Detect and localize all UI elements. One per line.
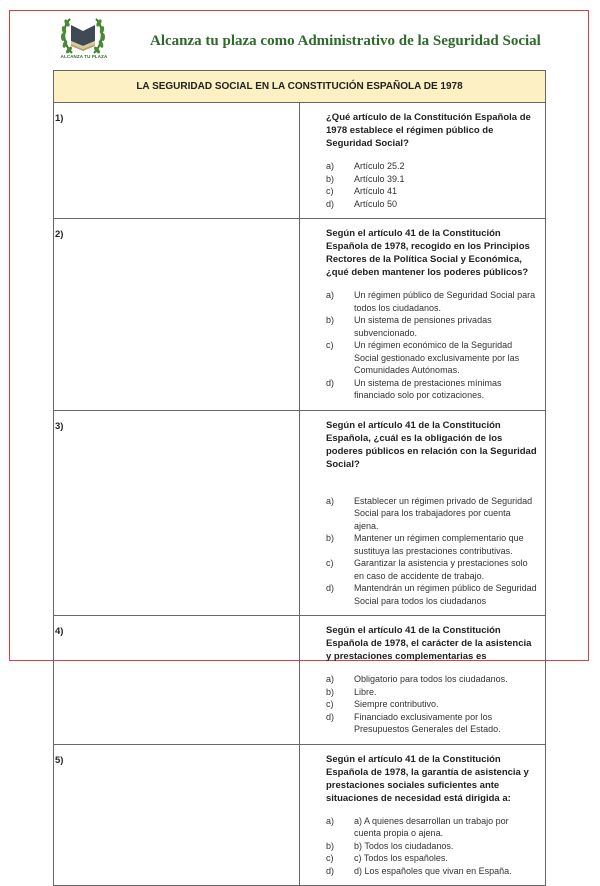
option-text: Artículo 25.2 — [354, 161, 405, 171]
option-list — [326, 673, 537, 736]
option-list — [326, 495, 537, 608]
option-label: d) — [326, 583, 335, 593]
option-c[interactable] — [326, 698, 537, 711]
option-a[interactable] — [326, 495, 537, 533]
option-text: b) Todos los ciudadanos. — [354, 840, 454, 851]
question-content — [300, 219, 546, 411]
option-d[interactable] — [326, 377, 537, 402]
question-number: 1) — [54, 103, 300, 219]
option-a[interactable] — [326, 289, 537, 314]
option-d[interactable] — [326, 865, 537, 878]
option-d[interactable] — [326, 198, 537, 211]
quiz-table — [53, 70, 546, 886]
table-heading: LA SEGURIDAD SOCIAL EN LA CONSTITUCIÓN ESPAÑOLA DE 1978 — [54, 71, 546, 103]
option-label: a) — [326, 161, 335, 171]
question-number: 2) — [54, 219, 300, 411]
option-list — [326, 815, 537, 878]
option-label: c) — [326, 558, 334, 568]
option-label: c) — [326, 699, 334, 709]
option-label: d) — [326, 377, 335, 388]
question-number: 5) — [54, 744, 300, 886]
option-d[interactable] — [326, 582, 537, 607]
option-label: b) — [326, 840, 335, 851]
question-row — [54, 219, 546, 411]
option-label: a) — [326, 495, 335, 506]
logo-caption: ALCANZA TU PLAZA — [60, 54, 108, 59]
option-text: Siempre contributivo. — [354, 699, 439, 709]
option-text: Mantener un régimen complementario que sustituya las prestaciones contributivas. — [354, 533, 524, 556]
option-text: d) Los españoles que vivan en España. — [354, 865, 512, 876]
question-text: Según el artículo 41 de la Constitución Española de 1978, la garantía de asistencia y prestaciones sociales suficientes ante situaciones de necesidad está dirigida a: — [326, 753, 529, 804]
option-label: a) — [326, 674, 335, 684]
option-text: Obligatorio para todos los ciudadanos. — [354, 674, 508, 684]
option-label: c) — [326, 853, 334, 863]
option-a[interactable] — [326, 160, 537, 173]
option-a[interactable] — [326, 673, 537, 686]
option-label: d) — [326, 711, 335, 722]
question-number: 4) — [54, 616, 300, 745]
question-content — [300, 410, 546, 616]
option-label: b) — [326, 686, 335, 697]
option-text: Financiado exclusivamente por los Presupuestos Generales del Estado. — [354, 711, 501, 734]
option-d[interactable] — [326, 711, 537, 736]
option-text: Artículo 39.1 — [354, 173, 405, 184]
option-a[interactable] — [326, 815, 537, 840]
option-text: Un sistema de prestaciones mínimas financiado solo por cotizaciones. — [354, 377, 502, 400]
option-b[interactable] — [326, 532, 537, 557]
option-c[interactable] — [326, 852, 537, 865]
question-row — [54, 103, 546, 219]
option-c[interactable] — [326, 185, 537, 198]
option-c[interactable] — [326, 339, 537, 377]
option-label: a) — [326, 815, 335, 826]
option-text: Un régimen público de Seguridad Social para todos los ciudadanos. — [354, 290, 536, 313]
question-text: ¿Qué artículo de la Constitución Española de 1978 establece el régimen público de Seguridad Social? — [326, 112, 531, 149]
option-text: Garantizar la asistencia y prestaciones solo en caso de accidente de trabajo. — [354, 558, 528, 581]
question-row — [54, 410, 546, 616]
option-text: c) Todos los españoles. — [354, 853, 448, 863]
option-text: a) A quienes desarrollan un trabajo por cuenta propia o ajena. — [354, 815, 509, 838]
option-text: Artículo 50 — [354, 198, 398, 209]
option-text: Mantendrán un régimen público de Seguridad Social para todos los ciudadanos — [354, 583, 537, 606]
option-label: b) — [326, 315, 335, 325]
option-text: Establecer un régimen privado de Seguridad Social para los trabajadores por cuenta ajena. — [354, 495, 533, 531]
option-label: d) — [326, 198, 335, 209]
option-label: c) — [326, 340, 334, 350]
option-label: c) — [326, 186, 334, 196]
question-row — [54, 744, 546, 886]
option-label: b) — [326, 173, 335, 184]
option-list — [326, 289, 537, 402]
question-text: Según el artículo 41 de la Constitución Española de 1978, el carácter de la asistencia y prestaciones complementarias es — [326, 625, 532, 662]
option-label: a) — [326, 290, 335, 300]
option-b[interactable] — [326, 173, 537, 186]
page-title: Alcanza tu plaza como Administrativo de la Seguridad Social — [150, 33, 541, 49]
option-text: Un régimen económico de la Seguridad Social gestionado exclusivamente por las Comunidades Autónomas. — [354, 340, 520, 375]
option-b[interactable] — [326, 686, 537, 699]
option-b[interactable] — [326, 314, 537, 339]
question-number: 3) — [54, 410, 300, 616]
option-label: b) — [326, 533, 335, 543]
question-content — [300, 616, 546, 745]
question-text: Según el artículo 41 de la Constitución Española, ¿cuál es la obligación de los poderes públicos en relación con la Seguridad Social? — [326, 419, 537, 470]
option-c[interactable] — [326, 557, 537, 582]
option-b[interactable] — [326, 840, 537, 853]
question-row — [54, 616, 546, 745]
option-text: Artículo 41 — [354, 186, 398, 196]
question-text: Según el artículo 41 de la Constitución Española de 1978, recogido en los Principios Rectores de la Política Social y Económica, ¿qué deben mantener los poderes públicos? — [326, 228, 530, 278]
option-list — [326, 160, 537, 210]
option-text: Libre. — [354, 686, 377, 697]
question-content — [300, 744, 546, 886]
option-text: Un sistema de pensiones privadas subvencionado. — [354, 315, 492, 338]
option-label: d) — [326, 865, 335, 876]
question-content — [300, 103, 546, 219]
